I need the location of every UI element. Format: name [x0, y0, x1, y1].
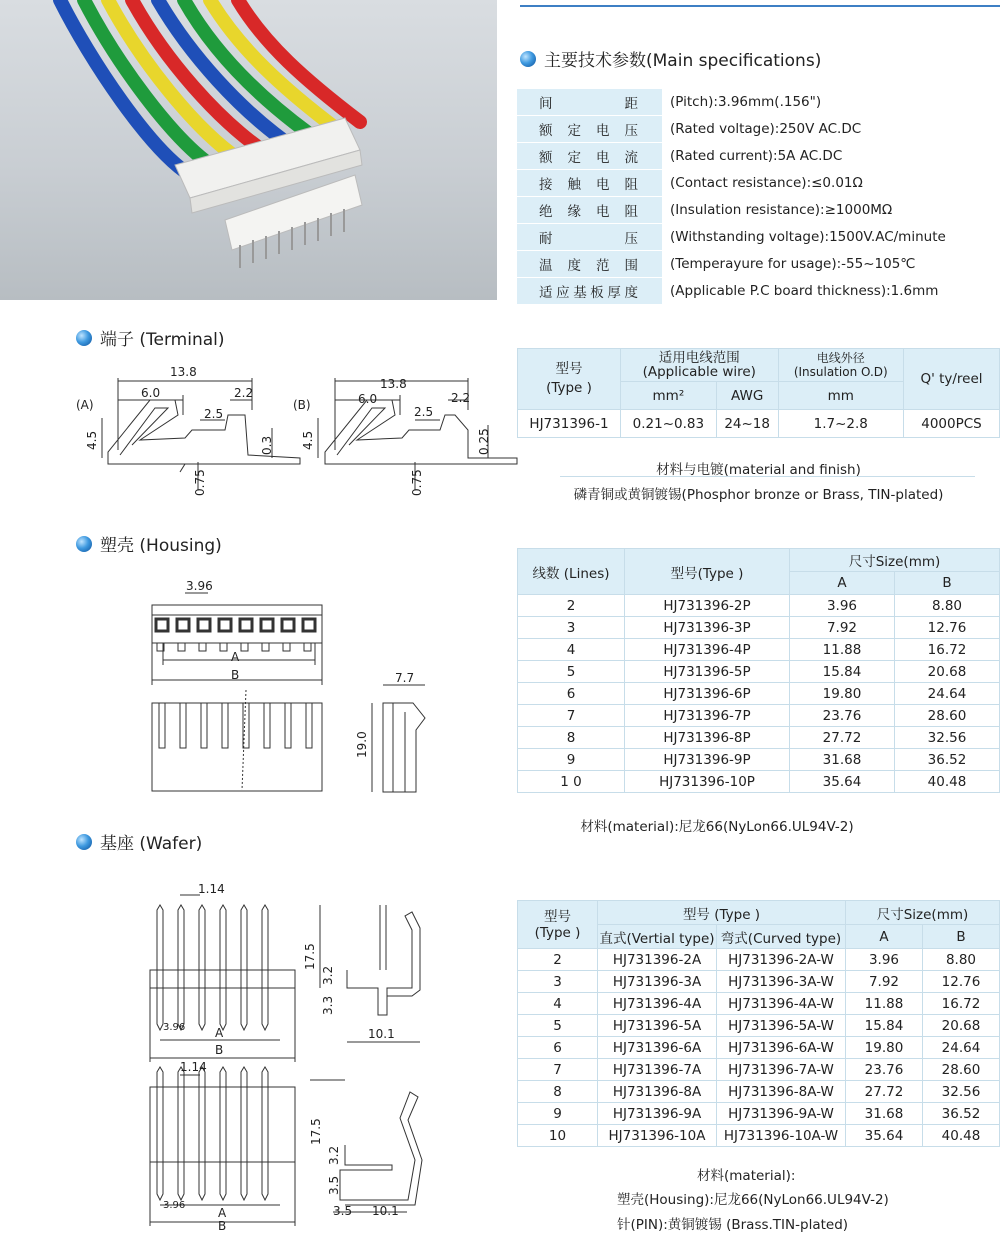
- table-cell: HJ731396-6A-W: [717, 1037, 846, 1059]
- housing-latch: [241, 643, 248, 651]
- housing-slot: [159, 703, 165, 748]
- housing-slot: [180, 703, 186, 748]
- table-row: [518, 1037, 1000, 1059]
- spec-label: 接触电阻: [517, 170, 662, 197]
- table-cell: 8.80: [922, 949, 999, 971]
- wafer-pin: [241, 1067, 247, 1200]
- spec-row: [517, 197, 1000, 224]
- table-cell: 40.48: [922, 1125, 999, 1147]
- table-cell: HJ731396-8A-W: [717, 1081, 846, 1103]
- table-cell: 31.68: [790, 749, 895, 771]
- table-row: [518, 749, 1000, 771]
- housing-latch: [199, 643, 206, 651]
- table-cell: 2: [518, 595, 625, 617]
- table-cell: 11.88: [846, 993, 923, 1015]
- spec-row: [517, 224, 1000, 251]
- table-cell: 31.68: [846, 1103, 923, 1125]
- dim-height-a: 4.5: [85, 430, 99, 450]
- spec-label: 间距: [517, 89, 662, 116]
- bullet-icon: [76, 834, 92, 850]
- table-cell: HJ731396-2P: [625, 595, 790, 617]
- wafer-a-1: A: [215, 1026, 224, 1040]
- table-cell: HJ731396-8A: [598, 1081, 717, 1103]
- table-cell: 4: [518, 993, 598, 1015]
- housing-latch: [304, 643, 311, 651]
- table-cell: 24.64: [894, 683, 999, 705]
- table-cell: 8.80: [894, 595, 999, 617]
- spec-row: [517, 278, 1000, 305]
- terminal-title: 端子 (Terminal): [100, 330, 225, 350]
- dim-bottom-b: 0.75: [410, 469, 424, 496]
- table-row: [518, 661, 1000, 683]
- table-cell: 19.80: [790, 683, 895, 705]
- main-specs-heading: [520, 46, 821, 71]
- dim-right-a: 2.2: [234, 386, 254, 400]
- table-cell: 40.48: [894, 771, 999, 793]
- spec-value: (Rated current):5A AC.DC: [662, 143, 1000, 170]
- table-cell: 23.76: [846, 1059, 923, 1081]
- wafer-pitch-1: 3.96: [163, 1022, 186, 1033]
- table-cell: HJ731396-9A-W: [717, 1103, 846, 1125]
- housing-cavity: [156, 619, 168, 631]
- wafer-curved-side-drawing: [310, 1080, 422, 1212]
- th-qty: Q' ty/reel: [904, 349, 1000, 410]
- housing-table: [517, 548, 1000, 793]
- table-cell: 2: [518, 949, 598, 971]
- spec-value: (Pitch):3.96mm(.156"): [662, 89, 1000, 116]
- table-cell: 10: [518, 1125, 598, 1147]
- dim-height-b: 4.5: [301, 430, 315, 450]
- table-cell: 27.72: [790, 727, 895, 749]
- table-cell: 12.76: [894, 617, 999, 639]
- spec-value: (Rated voltage):250V AC.DC: [662, 116, 1000, 143]
- wafer-straight-side-drawing: [347, 905, 420, 1042]
- th-curved: 弯式(Curved type): [717, 925, 846, 949]
- wafer-title: 基座 (Wafer): [100, 834, 203, 854]
- th-mm2: mm²: [621, 382, 717, 410]
- table-cell: 28.60: [894, 705, 999, 727]
- dim-bottom-a: 0.75: [193, 469, 207, 496]
- wafer-pin-w-1: 1.14: [198, 882, 225, 896]
- table-cell: HJ731396-4A-W: [717, 993, 846, 1015]
- td-awg: 24~18: [716, 410, 778, 438]
- housing-pitch: 3.96: [186, 579, 213, 593]
- housing-slot: [306, 703, 312, 748]
- housing-cavity: [303, 619, 315, 631]
- table-cell: HJ731396-10A-W: [717, 1125, 846, 1147]
- table-row: [518, 771, 1000, 793]
- table-row: [518, 705, 1000, 727]
- table-cell: HJ731396-7A-W: [717, 1059, 846, 1081]
- table-cell: 1 0: [518, 771, 625, 793]
- table-cell: HJ731396-4P: [625, 639, 790, 661]
- wafer-pin: [262, 1067, 268, 1200]
- table-cell: HJ731396-2A-W: [717, 949, 846, 971]
- wafer-depth-2: 10.1: [372, 1204, 399, 1218]
- th-wire: 适用电线范围 (Applicable wire): [621, 349, 779, 382]
- td-od: 1.7~2.8: [778, 410, 903, 438]
- dim-thick-b: 0.25: [477, 428, 491, 455]
- table-cell: HJ731396-6P: [625, 683, 790, 705]
- table-cell: 7: [518, 1059, 598, 1081]
- main-specs-table: [517, 89, 1000, 305]
- table-cell: HJ731396-5P: [625, 661, 790, 683]
- housing-slot: [222, 703, 228, 748]
- table-row: [518, 1059, 1000, 1081]
- main-specs-title: 主要技术参数(Main specifications): [544, 51, 822, 71]
- spec-value: (Insulation resistance):≥1000MΩ: [662, 197, 1000, 224]
- table-cell: HJ731396-3P: [625, 617, 790, 639]
- table-cell: 7.92: [846, 971, 923, 993]
- table-cell: HJ731396-3A: [598, 971, 717, 993]
- spec-value: (Applicable P.C board thickness):1.6mm: [662, 278, 1000, 305]
- th-b: B: [922, 925, 999, 949]
- table-cell: 32.56: [894, 727, 999, 749]
- housing-latch: [157, 643, 164, 651]
- spec-label: 额定电压: [517, 116, 662, 143]
- housing-latch: [178, 643, 185, 651]
- housing-depth: 7.7: [395, 671, 415, 685]
- th-type2: 型号 (Type ): [598, 901, 846, 925]
- terminal-b-label: (B): [293, 398, 311, 412]
- table-row: [518, 1125, 1000, 1147]
- wafer-straight-drawing: [150, 895, 320, 1062]
- table-cell: 15.84: [846, 1015, 923, 1037]
- table-cell: 16.72: [894, 639, 999, 661]
- table-cell: 32.56: [922, 1081, 999, 1103]
- wafer-height-2: 17.5: [309, 1118, 323, 1145]
- table-row: [518, 1015, 1000, 1037]
- housing-latch: [283, 643, 290, 651]
- housing-cavity: [198, 619, 210, 631]
- dim-slot-a: 2.5: [204, 407, 224, 421]
- table-cell: 3: [518, 617, 625, 639]
- bullet-icon: [76, 536, 92, 552]
- dim-left-b: 6.0: [358, 392, 378, 406]
- th-od: 电线外径 (Insulation O.D): [778, 349, 903, 382]
- housing-slot: [201, 703, 207, 748]
- table-cell: HJ731396-5A-W: [717, 1015, 846, 1037]
- th-type: 型号 (Type ): [518, 349, 621, 410]
- wafer-d1-2: 3.2: [327, 1145, 341, 1165]
- terminal-material-title: 材料与电镀(material and finish): [656, 462, 861, 478]
- spec-row: [517, 116, 1000, 143]
- terminal-heading: [76, 325, 225, 350]
- product-photo: [0, 0, 497, 300]
- table-cell: HJ731396-9P: [625, 749, 790, 771]
- housing-title: 塑壳 (Housing): [100, 536, 222, 556]
- housing-cavity: [261, 619, 273, 631]
- th-b: B: [894, 572, 999, 595]
- wafer-a-2: A: [218, 1206, 227, 1220]
- table-cell: 16.72: [922, 993, 999, 1015]
- table-cell: 4: [518, 639, 625, 661]
- table-cell: HJ731396-7A: [598, 1059, 717, 1081]
- housing-cavity: [177, 619, 189, 631]
- spec-label: 额定电流: [517, 143, 662, 170]
- housing-front-drawing: [152, 593, 322, 791]
- spec-label: 绝缘电阻: [517, 197, 662, 224]
- dim-right-b: 2.2: [451, 391, 471, 405]
- table-cell: 15.84: [790, 661, 895, 683]
- table-cell: 6: [518, 683, 625, 705]
- table-row: [518, 595, 1000, 617]
- td-qty: 4000PCS: [904, 410, 1000, 438]
- spec-row: [517, 251, 1000, 278]
- table-cell: 8: [518, 727, 625, 749]
- wafer-curved-drawing: [150, 1067, 295, 1226]
- wafer-pin: [178, 905, 184, 1030]
- table-cell: 3.96: [790, 595, 895, 617]
- table-cell: 24.64: [922, 1037, 999, 1059]
- table-cell: 6: [518, 1037, 598, 1059]
- table-row: [518, 639, 1000, 661]
- table-row: [518, 727, 1000, 749]
- th-size: 尺寸Size(mm): [846, 901, 1000, 925]
- spec-row: [517, 170, 1000, 197]
- dim-thick-a: 0.3: [260, 435, 274, 455]
- housing-material: 材料(material):尼龙66(NyLon66.UL94V-2): [580, 819, 854, 835]
- wafer-pcb-2: 3.5: [333, 1204, 353, 1218]
- table-row: [518, 971, 1000, 993]
- terminal-b-drawing: [318, 378, 517, 490]
- spec-value: (Contact resistance):≤0.01Ω: [662, 170, 1000, 197]
- housing-latch: [262, 643, 269, 651]
- table-cell: 36.52: [894, 749, 999, 771]
- table-cell: 8: [518, 1081, 598, 1103]
- table-cell: 9: [518, 749, 625, 771]
- table-cell: 23.76: [790, 705, 895, 727]
- housing-slot: [243, 703, 249, 748]
- wafer-material-title: 材料(material):: [697, 1168, 796, 1184]
- wafer-d2-1: 3.3: [321, 995, 335, 1015]
- table-cell: HJ731396-3A-W: [717, 971, 846, 993]
- dim-overall-b: 13.8: [380, 377, 407, 391]
- bullet-icon: [520, 51, 536, 67]
- wafer-height-1: 17.5: [303, 943, 317, 970]
- spec-label: 适应基板厚度: [517, 278, 662, 305]
- th-type: 型号 (Type ): [518, 901, 598, 949]
- housing-cavity: [240, 619, 252, 631]
- table-cell: HJ731396-2A: [598, 949, 717, 971]
- table-cell: 28.60: [922, 1059, 999, 1081]
- wafer-d1-1: 3.2: [321, 965, 335, 985]
- table-cell: 7: [518, 705, 625, 727]
- wafer-pin: [199, 1067, 205, 1200]
- spec-value: (Temperayure for usage):-55~105℃: [662, 251, 1000, 278]
- wafer-b-1: B: [215, 1043, 224, 1057]
- terminal-a-drawing: [102, 378, 300, 490]
- spec-row: [517, 89, 1000, 116]
- table-cell: 5: [518, 1015, 598, 1037]
- spec-value: (Withstanding voltage):1500V.AC/minute: [662, 224, 1000, 251]
- wafer-pin: [157, 905, 163, 1030]
- table-cell: HJ731396-4A: [598, 993, 717, 1015]
- bullet-icon: [76, 330, 92, 346]
- wafer-heading: [76, 829, 202, 854]
- dim-overall-a: 13.8: [170, 365, 197, 379]
- wafer-pin: [241, 905, 247, 1030]
- wafer-pin-w-2: 1.14: [180, 1060, 207, 1074]
- wafer-pin: [199, 905, 205, 1030]
- table-cell: HJ731396-10A: [598, 1125, 717, 1147]
- terminal-material-text: 磷青铜或黄铜镀锡(Phosphor bronze or Brass, TIN-plated): [573, 487, 944, 503]
- dim-left-a: 6.0: [141, 386, 161, 400]
- th-awg: AWG: [716, 382, 778, 410]
- wafer-pin: [220, 905, 226, 1030]
- wafer-pin: [157, 1067, 163, 1200]
- connector-photo-illustration: [0, 0, 497, 300]
- housing-cavity: [282, 619, 294, 631]
- housing-b: B: [231, 668, 240, 682]
- th-straight: 直式(Vertial type): [598, 925, 717, 949]
- table-cell: HJ731396-10P: [625, 771, 790, 793]
- table-cell: 35.64: [790, 771, 895, 793]
- wafer-b-2: B: [218, 1219, 227, 1233]
- table-cell: 3.96: [846, 949, 923, 971]
- spec-row: [517, 143, 1000, 170]
- table-cell: 7.92: [790, 617, 895, 639]
- table-cell: 35.64: [846, 1125, 923, 1147]
- table-row: [518, 993, 1000, 1015]
- table-cell: 9: [518, 1103, 598, 1125]
- table-cell: HJ731396-9A: [598, 1103, 717, 1125]
- housing-heading: [76, 531, 222, 556]
- table-cell: 11.88: [790, 639, 895, 661]
- housing-height: 19.0: [355, 731, 369, 758]
- th-type: 型号(Type ): [625, 549, 790, 595]
- table-cell: 5: [518, 661, 625, 683]
- housing-slot: [264, 703, 270, 748]
- wafer-material-housing: 塑壳(Housing):尼龙66(NyLon66.UL94V-2): [617, 1192, 889, 1208]
- table-cell: 20.68: [894, 661, 999, 683]
- wafer-table: [517, 900, 1000, 1147]
- table-cell: 3: [518, 971, 598, 993]
- wafer-pin: [178, 1067, 184, 1200]
- spec-label: 耐压: [517, 224, 662, 251]
- terminal-a-label: (A): [76, 398, 94, 412]
- th-a: A: [846, 925, 923, 949]
- td-mm2: 0.21~0.83: [621, 410, 717, 438]
- dim-slot-b: 2.5: [414, 405, 434, 419]
- table-row: [518, 617, 1000, 639]
- top-accent-line: [520, 0, 1000, 7]
- wafer-pin: [262, 905, 268, 1030]
- table-row: [518, 1081, 1000, 1103]
- th-od-unit: mm: [778, 382, 903, 410]
- th-lines: 线数 (Lines): [518, 549, 625, 595]
- divider: [560, 476, 975, 477]
- wafer-material-pin: 针(PIN):黄铜镀锡 (Brass.TIN-plated): [617, 1217, 849, 1233]
- table-cell: 36.52: [922, 1103, 999, 1125]
- table-cell: 12.76: [922, 971, 999, 993]
- wafer-pin: [220, 1067, 226, 1200]
- table-cell: HJ731396-8P: [625, 727, 790, 749]
- housing-side-drawing: [372, 685, 425, 792]
- td-type: HJ731396-1: [518, 410, 621, 438]
- table-cell: HJ731396-6A: [598, 1037, 717, 1059]
- th-a: A: [790, 572, 895, 595]
- table-cell: 20.68: [922, 1015, 999, 1037]
- table-cell: HJ731396-5A: [598, 1015, 717, 1037]
- table-row: [518, 683, 1000, 705]
- table-row: [518, 1103, 1000, 1125]
- wafer-depth-1: 10.1: [368, 1027, 395, 1041]
- spec-label: 温度范围: [517, 251, 662, 278]
- wafer-d3-2: 3.5: [327, 1175, 341, 1195]
- table-cell: HJ731396-7P: [625, 705, 790, 727]
- wafer-pitch-2: 3.96: [163, 1200, 186, 1211]
- terminal-table: [517, 348, 1000, 438]
- housing-latch: [220, 643, 227, 651]
- table-cell: 19.80: [846, 1037, 923, 1059]
- th-size: 尺寸Size(mm): [790, 549, 1000, 572]
- housing-a: A: [231, 650, 240, 664]
- housing-cavity: [219, 619, 231, 631]
- housing-slot: [285, 703, 291, 748]
- table-row: [518, 949, 1000, 971]
- table-cell: 27.72: [846, 1081, 923, 1103]
